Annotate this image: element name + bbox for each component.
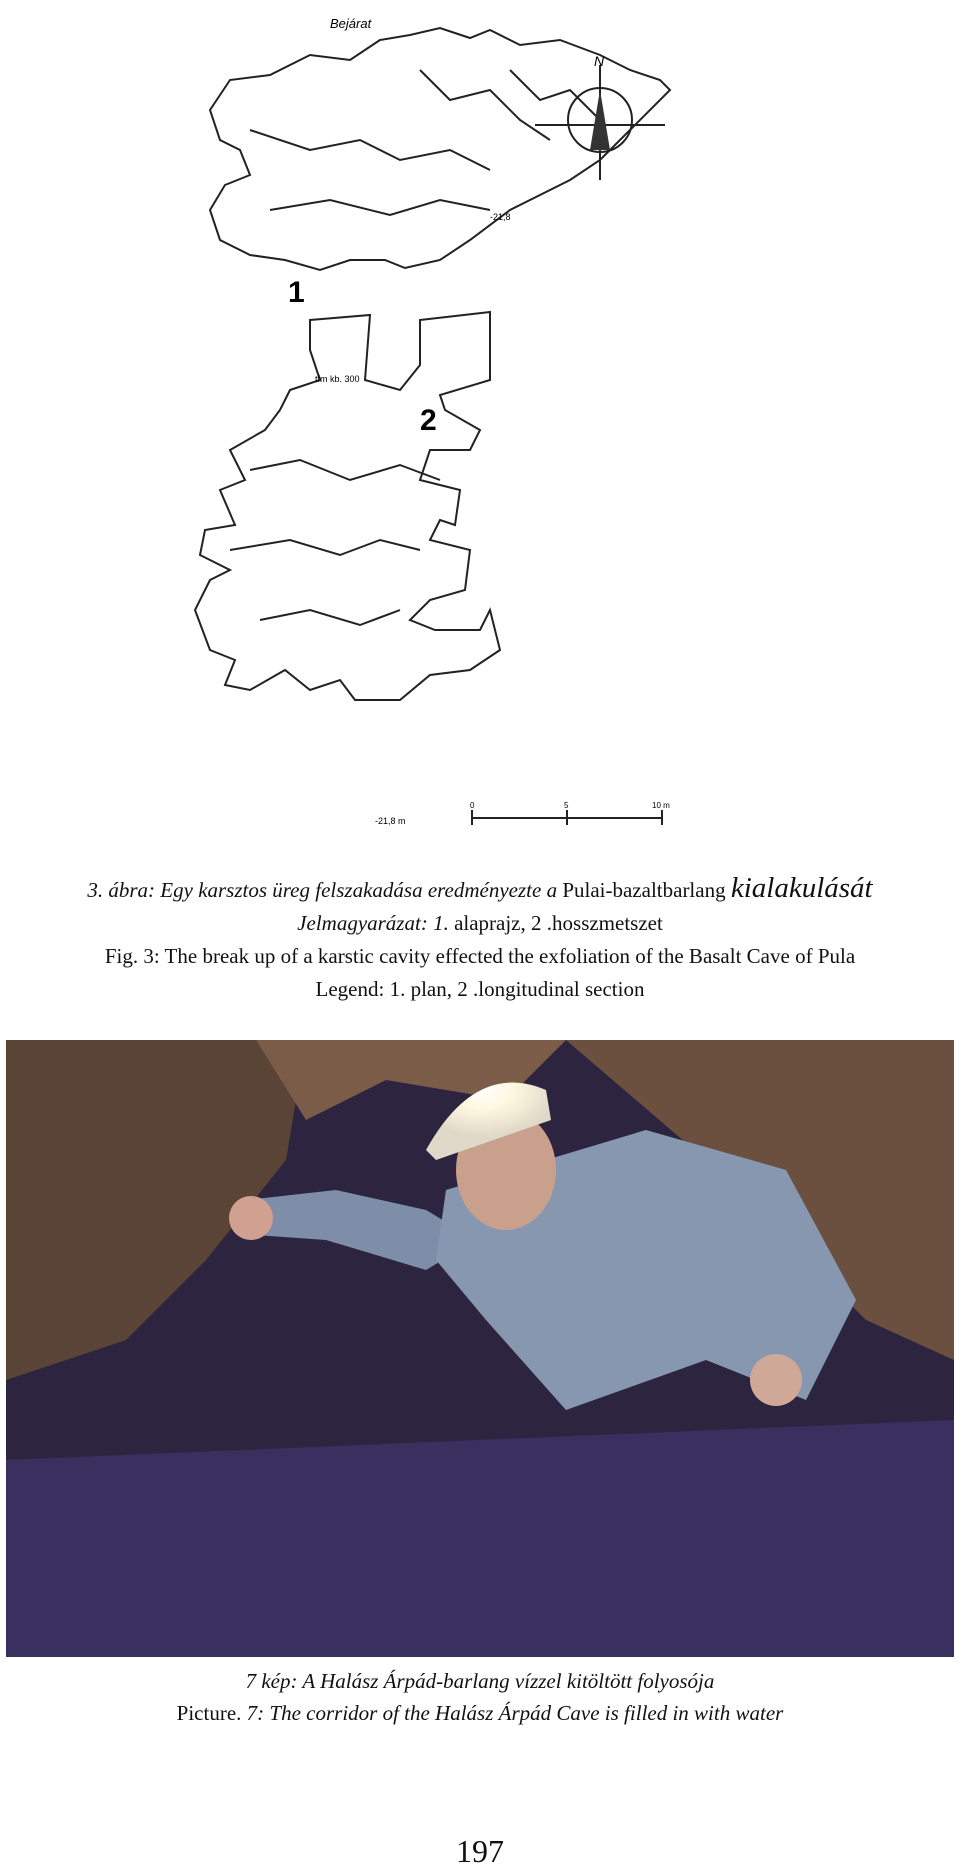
cave-plan-inner-1 bbox=[250, 130, 490, 170]
scale-label-0: 0 bbox=[470, 801, 475, 810]
figure-caption-hungarian bbox=[0, 872, 960, 907]
picture-caption-english bbox=[0, 1697, 960, 1729]
figure-legend-hu-1-num: 1. bbox=[433, 911, 449, 935]
section-depth-label: -21,8 m bbox=[375, 816, 406, 826]
figure-legend-hungarian bbox=[0, 907, 960, 940]
cave-section-inner-1 bbox=[250, 460, 440, 480]
figure-caption-hu-name: Pulai-bazaltbarlang bbox=[562, 878, 726, 902]
section-number-label: 2 bbox=[420, 404, 437, 437]
picture-caption-hungarian: 7 kép: A Halász Árpád-barlang vízzel kitöltött folyosója bbox=[245, 1669, 715, 1693]
picture-caption-en-text: 7: The corridor of the Halász Árpád Cave is filled in with water bbox=[246, 1701, 784, 1725]
cave-map-figure bbox=[190, 10, 810, 840]
water-surface bbox=[6, 1420, 954, 1657]
scale-label-10: 10 m bbox=[652, 801, 670, 810]
page-number: 197 bbox=[456, 1833, 504, 1869]
figure-legend-hu-label: Jelmagyarázat: bbox=[297, 911, 428, 935]
cave-plan-inner-3 bbox=[510, 70, 600, 120]
north-label: N bbox=[594, 53, 605, 69]
cave-section-inner-2 bbox=[230, 540, 420, 555]
cave-section-inner-3 bbox=[260, 610, 400, 625]
picture-caption bbox=[0, 1665, 960, 1729]
cave-photo bbox=[6, 1040, 954, 1657]
entrance-label: Bejárat bbox=[330, 16, 372, 31]
cave-plan-inner-4 bbox=[420, 70, 550, 140]
caver-fist bbox=[229, 1196, 273, 1240]
section-top-label: tfm kb. 300 bbox=[315, 374, 360, 384]
figure-caption-hu-end: kialakulását bbox=[730, 872, 873, 904]
caver-hand bbox=[750, 1354, 802, 1406]
compass-needle-icon bbox=[590, 90, 610, 150]
figure-legend-english: Legend: 1. plan, 2 .longitudinal section bbox=[315, 977, 645, 1001]
figure-caption bbox=[0, 872, 960, 1006]
cave-plan-inner-2 bbox=[270, 200, 490, 215]
figure-legend-hu-2: 2 .hosszmetszet bbox=[531, 911, 663, 935]
picture-caption-en-label: Picture. bbox=[176, 1701, 242, 1725]
figure-caption-english: Fig. 3: The break up of a karstic cavity effected the exfoliation of the Basalt Cave of Pula bbox=[104, 944, 856, 968]
plan-number-label: 1 bbox=[288, 276, 305, 309]
scale-label-5: 5 bbox=[564, 801, 569, 810]
cave-section-outline bbox=[195, 312, 500, 700]
figure-caption-hu-label: 3. ábra: Egy karsztos üreg felszakadása eredményezte a bbox=[87, 878, 558, 902]
figure-legend-hu-1-text: alaprajz, bbox=[454, 911, 526, 935]
plan-depth-label: -21,8 bbox=[490, 212, 511, 222]
